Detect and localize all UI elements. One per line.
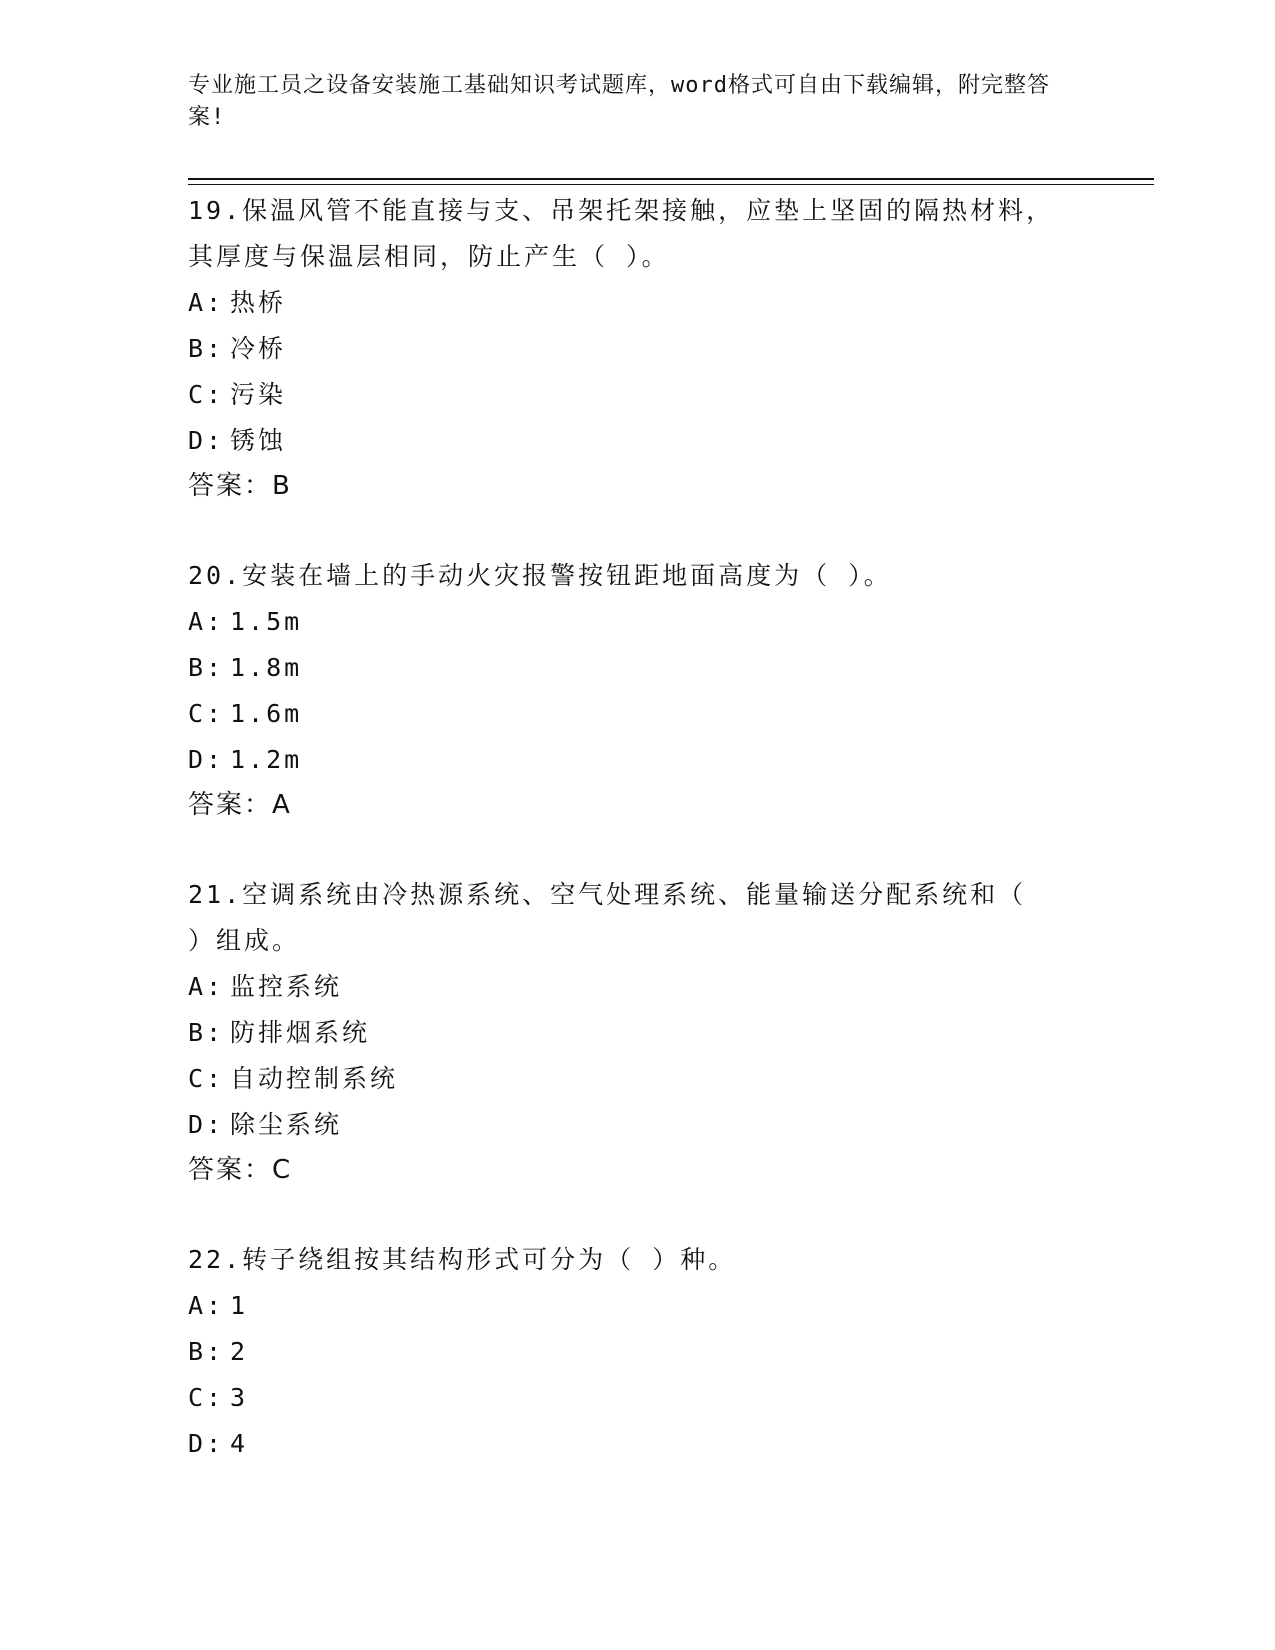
- document-header: [188, 70, 1068, 134]
- header-divider-thin: [188, 184, 1154, 185]
- option-b: [188, 1329, 1088, 1375]
- option-letter: C:: [188, 1064, 225, 1093]
- option-text: 2: [230, 1337, 249, 1366]
- option-letter: B:: [188, 1337, 225, 1366]
- option-a: [188, 599, 1088, 645]
- option-text: 4: [230, 1429, 249, 1458]
- option-a: [188, 964, 1088, 1010]
- option-text: 监控系统: [230, 972, 343, 1001]
- option-d: [188, 418, 1088, 464]
- question-text-line: 19.保温风管不能直接与支、吊架托架接触，应垫上坚固的隔热材料，: [188, 196, 1055, 225]
- question-text-line: ）组成。: [188, 926, 301, 955]
- question-21: [188, 872, 1088, 1192]
- option-letter: A:: [188, 607, 225, 636]
- option-text: 冷桥: [230, 334, 287, 363]
- option-text: 热桥: [230, 288, 287, 317]
- option-letter: B:: [188, 653, 225, 682]
- option-d: [188, 737, 1088, 783]
- option-letter: A:: [188, 288, 225, 317]
- option-text: 污染: [230, 380, 287, 409]
- option-text: 3: [230, 1383, 249, 1412]
- option-b: [188, 645, 1088, 691]
- option-text: 1.6m: [230, 699, 303, 728]
- question-text-line: 20.安装在墙上的手动火灾报警按钮距地面高度为（ ）。: [188, 561, 892, 590]
- option-letter: D:: [188, 745, 225, 774]
- option-c: [188, 1056, 1088, 1102]
- question-text-line: 22.转子绕组按其结构形式可分为（ ）种。: [188, 1245, 737, 1274]
- answer-line: 答案：A: [188, 790, 292, 820]
- option-text: 防排烟系统: [230, 1018, 371, 1047]
- option-letter: A:: [188, 1291, 225, 1320]
- option-d: [188, 1102, 1088, 1148]
- header-divider-thick: [188, 178, 1154, 180]
- option-b: [188, 1010, 1088, 1056]
- option-letter: C:: [188, 380, 225, 409]
- option-text: 锈蚀: [230, 426, 287, 455]
- option-a: [188, 280, 1088, 326]
- question-text-line: 其厚度与保温层相同，防止产生（ ）。: [188, 242, 670, 271]
- option-text: 除尘系统: [230, 1110, 343, 1139]
- option-letter: C:: [188, 699, 225, 728]
- option-letter: A:: [188, 972, 225, 1001]
- option-a: [188, 1283, 1088, 1329]
- option-text: 1.5m: [230, 607, 303, 636]
- option-letter: D:: [188, 426, 225, 455]
- option-b: [188, 326, 1088, 372]
- option-letter: C:: [188, 1383, 225, 1412]
- question-22: [188, 1237, 1088, 1467]
- option-letter: B:: [188, 1018, 225, 1047]
- question-list: [188, 188, 1088, 1512]
- option-d: [188, 1421, 1088, 1467]
- option-letter: D:: [188, 1429, 225, 1458]
- option-text: 1.8m: [230, 653, 303, 682]
- question-20: [188, 553, 1088, 827]
- option-text: 自动控制系统: [230, 1064, 399, 1093]
- answer-line: 答案：C: [188, 1155, 293, 1185]
- question-text-line: 21.空调系统由冷热源系统、空气处理系统、能量输送分配系统和（: [188, 880, 1027, 909]
- option-letter: B:: [188, 334, 225, 363]
- answer-line: 答案：B: [188, 471, 292, 501]
- header-title: 专业施工员之设备安装施工基础知识考试题库，word格式可自由下载编辑，附完整答案!: [188, 73, 1050, 130]
- option-text: 1.2m: [230, 745, 303, 774]
- option-letter: D:: [188, 1110, 225, 1139]
- question-19: [188, 188, 1088, 508]
- option-c: [188, 372, 1088, 418]
- option-c: [188, 1375, 1088, 1421]
- option-text: 1: [230, 1291, 249, 1320]
- option-c: [188, 691, 1088, 737]
